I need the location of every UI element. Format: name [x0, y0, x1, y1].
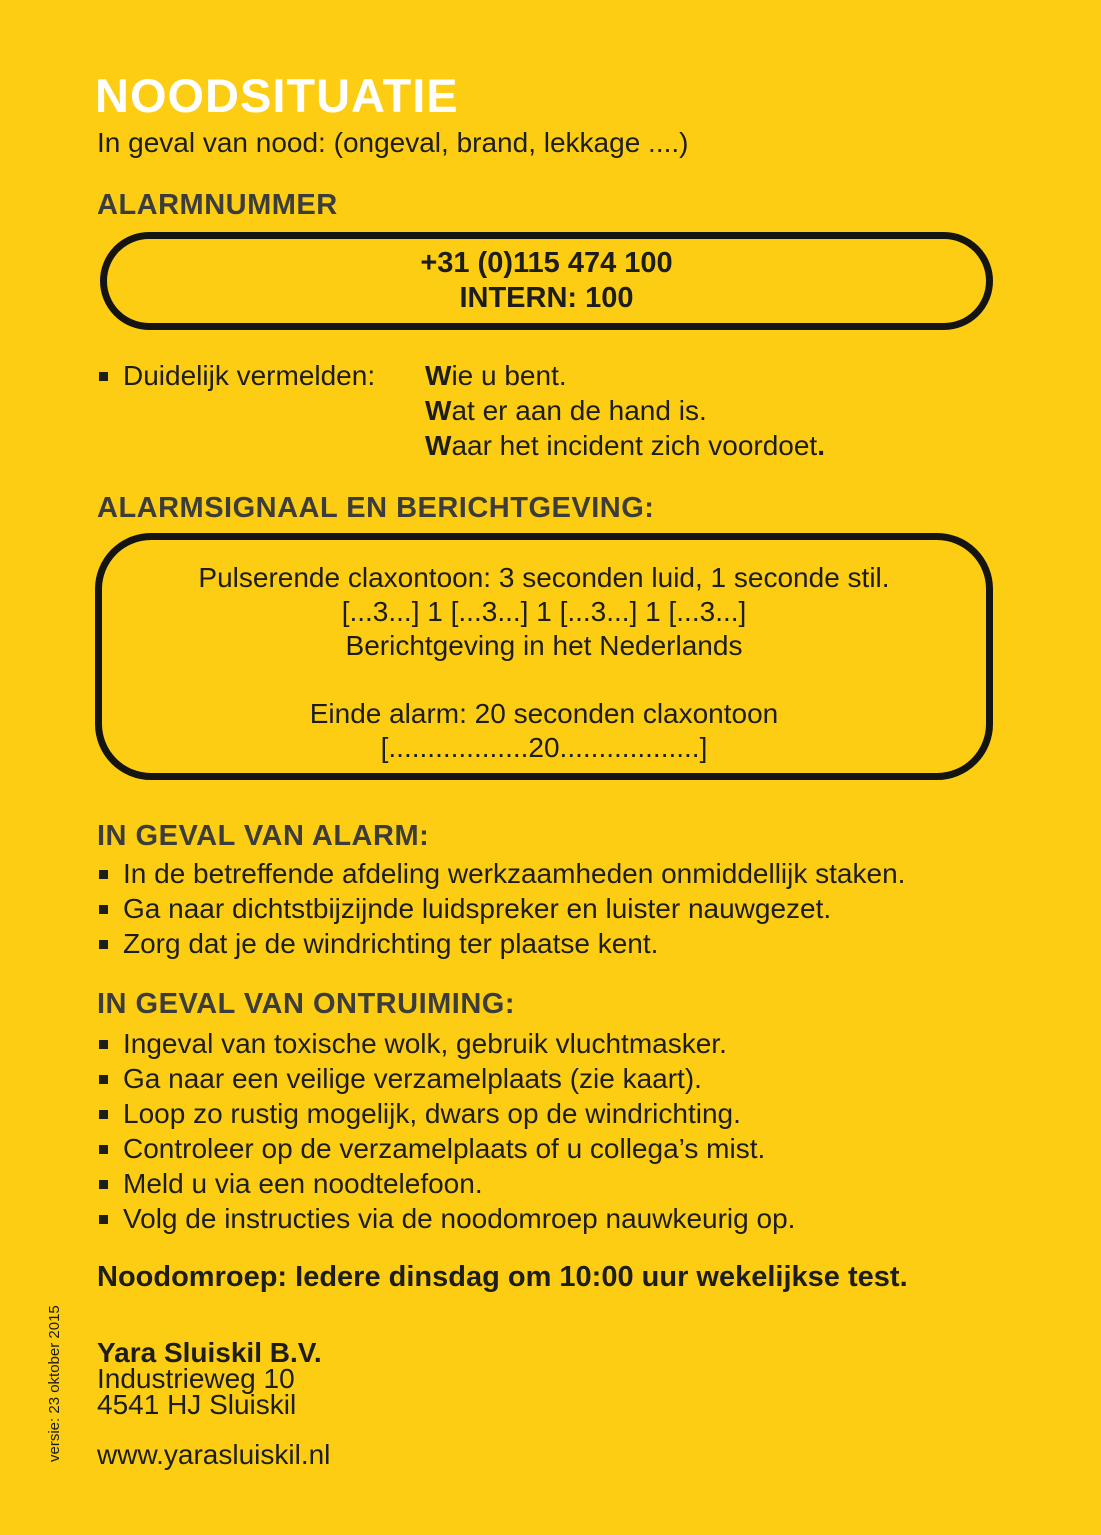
bullet-square-icon	[99, 1040, 108, 1049]
alarmsignaal-heading: ALARMSIGNAAL EN BERICHTGEVING:	[97, 492, 655, 524]
evacuation-instruction-text: Meld u via een noodtelefoon.	[123, 1168, 483, 1199]
version-note: versie: 23 oktober 2015	[46, 1305, 63, 1462]
signal-line	[102, 663, 986, 697]
weekly-test-text: Noodomroep: Iedere dinsdag om 10:00 uur wekelijkse test	[97, 1261, 900, 1293]
signal-line: [..................20..................]	[380, 732, 708, 763]
evacuation-section-heading: IN GEVAL VAN ONTRUIMING:	[97, 988, 515, 1020]
alarm-intern-number: INTERN: 100	[459, 282, 634, 314]
bullet-square-icon	[99, 1110, 108, 1119]
report-instructions	[97, 358, 917, 461]
alarm-instruction-item	[97, 891, 905, 926]
report-line-lead: W	[425, 430, 452, 461]
evacuation-instruction-item	[97, 1096, 795, 1131]
page-subtitle: In geval van nood: (ongeval, brand, lekkage ....)	[97, 127, 689, 158]
report-line-period: .	[817, 430, 825, 461]
report-line	[425, 428, 825, 463]
report-line-lead: W	[425, 360, 452, 391]
report-line	[425, 358, 825, 393]
bullet-square-icon	[99, 940, 108, 949]
signal-line: [...3...] 1 [...3...] 1 [...3...] 1 [...3...]	[341, 596, 747, 627]
company-address-line2: 4541 HJ Sluiskil	[97, 1389, 297, 1420]
signal-line: Berichtgeving in het Nederlands	[345, 630, 743, 661]
alarm-instruction-text: Ga naar dichtstbijzijnde luidspreker en luister nauwgezet.	[123, 893, 832, 924]
weekly-test-period: .	[899, 1261, 908, 1293]
evacuation-instruction-list	[97, 1026, 795, 1236]
weekly-test-note	[97, 1260, 908, 1295]
evacuation-instruction-item	[97, 1131, 795, 1166]
evacuation-instruction-text: Ingeval van toxische wolk, gebruik vluchtmasker.	[123, 1028, 727, 1059]
report-line-lead: W	[425, 395, 452, 426]
evacuation-instruction-text: Volg de instructies via de noodomroep nauwkeurig op.	[123, 1203, 796, 1234]
alarm-instruction-item	[97, 856, 905, 891]
bullet-square-icon	[99, 1180, 108, 1189]
evacuation-instruction-text: Controleer op de verzamelplaats of u collega’s mist.	[123, 1133, 766, 1164]
report-lines	[425, 358, 825, 463]
report-line-text: ie u bent.	[451, 360, 567, 391]
evacuation-instruction-text: Loop zo rustig mogelijk, dwars op de windrichting.	[123, 1098, 741, 1129]
bullet-square-icon	[99, 1145, 108, 1154]
footer-address-block	[97, 1337, 331, 1470]
company-website: www.yarasluiskil.nl	[97, 1439, 331, 1470]
evacuation-instruction-item	[97, 1026, 795, 1061]
signal-line: Pulserende claxontoon: 3 seconden luid, 1 seconde stil.	[198, 562, 890, 593]
company-name: Yara Sluiskil B.V.	[97, 1337, 322, 1368]
alarm-instruction-item	[97, 926, 905, 961]
report-line-text: at er aan de hand is.	[451, 395, 707, 426]
alarm-number-box	[100, 232, 993, 330]
bullet-square-icon	[99, 1215, 108, 1224]
alarm-instruction-list	[97, 856, 905, 961]
bullet-square-icon	[99, 1075, 108, 1084]
report-line	[425, 393, 825, 428]
page-title: NOODSITUATIE	[95, 69, 459, 122]
alarmnummer-heading: ALARMNUMMER	[97, 189, 338, 221]
evacuation-instruction-item	[97, 1201, 795, 1236]
report-instructions-label: Duidelijk vermelden:	[123, 360, 376, 391]
alarm-phone-number: +31 (0)115 474 100	[420, 247, 673, 279]
evacuation-instruction-text: Ga naar een veilige verzamelplaats (zie kaart).	[123, 1063, 702, 1094]
bullet-square-icon	[99, 870, 108, 879]
evacuation-instruction-item	[97, 1061, 795, 1096]
company-address-line1: Industrieweg 10	[97, 1363, 295, 1394]
bullet-square-icon	[99, 905, 108, 914]
alarm-signal-box	[95, 533, 993, 780]
alarm-instruction-text: In de betreffende afdeling werkzaamheden onmiddellijk staken.	[123, 858, 906, 889]
signal-line: Einde alarm: 20 seconden claxontoon	[309, 698, 779, 729]
bullet-square-icon	[99, 372, 108, 381]
evacuation-instruction-item	[97, 1166, 795, 1201]
report-line-text: aar het incident zich voordoet	[451, 430, 818, 461]
alarm-section-heading: IN GEVAL VAN ALARM:	[97, 820, 430, 852]
alarm-instruction-text: Zorg dat je de windrichting ter plaatse kent.	[123, 928, 659, 959]
